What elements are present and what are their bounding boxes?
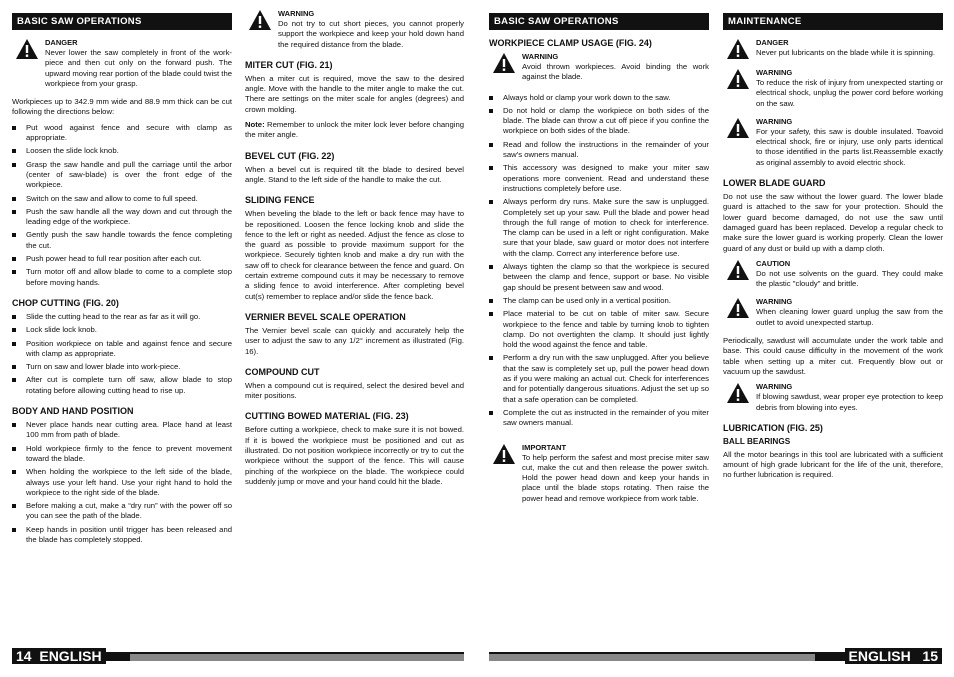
warning-text: To reduce the risk of injury from unexpected starting or electrical shock, unplug the power cord before working on the saw.: [756, 78, 943, 108]
list-item: Put wood against fence and secure with clamp as appropriate.: [12, 123, 232, 144]
right-footer: [489, 648, 942, 664]
paragraph: When a bevel cut is required tilt the blade to desired bevel angle. Stand to the left side of the handle to make the cut.: [245, 164, 464, 184]
warning-triangle-icon: [492, 443, 516, 465]
body-list: [12, 420, 232, 545]
list-item: The clamp can be used only in a vertical position.: [489, 296, 709, 306]
warning-text: Avoid thrown workpieces. Avoid binding the work against the blade.: [522, 62, 709, 82]
list-item: Loosen the slide lock knob.: [12, 146, 232, 156]
warning-triangle-icon: [726, 68, 750, 90]
warning-text: Do not try to cut short pieces, you cannot properly support the workpiece and keep your hold down hand the required distance from the blade.: [278, 19, 464, 49]
language-label: ENGLISH: [39, 648, 102, 664]
steps-list: [12, 123, 232, 288]
list-item: Hold workpiece firmly to the fence to prevent movement toward the blade.: [12, 444, 232, 465]
danger-title: DANGER: [756, 38, 789, 47]
list-item: Always hold or clamp your work down to the saw.: [489, 93, 709, 103]
list-item: Do not hold or clamp the workpiece on both sides of the blade. The blade can throw a cut off piece if you confine the workpiece on both sides of the blade.: [489, 106, 709, 137]
section-title: LOWER BLADE GUARD: [723, 178, 826, 189]
section-title: VERNIER BEVEL SCALE OPERATION: [245, 311, 406, 322]
warning-box: [723, 382, 943, 413]
warning-triangle-icon: [248, 9, 272, 31]
list-item: Always tighten the clamp so that the workpiece is secured between the clamp and fence, support or base. No visible gap should be present between saw and wood.: [489, 262, 709, 293]
warning-triangle-icon: [492, 52, 516, 74]
list-item: When holding the workpiece to the left side of the blade, always use your left hand. Use your right hand to hold the workpiece to the right side of the blade.: [12, 467, 232, 498]
danger-box: [12, 38, 232, 89]
list-item: Keep hands in position until trigger has been released and the blade has completely stopped.: [12, 525, 232, 546]
section-title: SLIDING FENCE: [245, 195, 315, 206]
paragraph: When a miter cut is required, move the saw to the desired angle. Move with the handle to the miter angle to make the cut. There are settings on the miter scale for angles (degrees) and crown molding.: [245, 73, 464, 114]
section-title: LUBRICATION (FIG. 25): [723, 422, 823, 433]
section-title: BEVEL CUT (FIG. 22): [245, 150, 335, 161]
section-title: COMPOUND CUT: [245, 366, 320, 377]
note-text: Remember to unlock the miter lock lever before changing the miter angle.: [245, 120, 464, 140]
paragraph: When a compound cut is required, select the desired bevel and miter positions.: [245, 380, 464, 401]
paragraph: Before cutting a workpiece, check to make sure it is not bowed. If it is bowed the workpiece must be positioned and cut as illustrated. Do not position workpiece incorrectly or try to cut the workpiece without the support of the fence. This will cause pinching of the workpiece on the blade. The workpiece could suddenly jump or move and your hand could hit the blade.: [245, 425, 464, 486]
warning-title: WARNING: [522, 52, 559, 61]
note-paragraph: [245, 120, 464, 141]
page-number: 15: [922, 648, 938, 664]
list-item: Read and follow the instructions in the remainder of your saw’s owners manual.: [489, 140, 709, 161]
list-item: Never place hands near cutting area. Place hand at least 100 mm from path of blade.: [12, 420, 232, 441]
list-item: Switch on the saw and allow to come to full speed.: [12, 194, 232, 204]
list-item: Before making a cut, make a “dry run” with the power off so you can see the path of the blade.: [12, 501, 232, 522]
warning-text: If blowing sawdust, wear proper eye protection to keep debris from blowing into eyes.: [756, 392, 943, 412]
footer-gray-bar: [130, 654, 464, 661]
danger-text: Never put lubricants on the blade while it is spinning.: [756, 48, 936, 57]
list-item: Slide the cutting head to the rear as far as it will go.: [12, 312, 232, 322]
warning-triangle-icon: [726, 117, 750, 139]
important-text: To help perform the safest and most precise miter saw cut, make the cut and then release the power switch. Hold the power head down and keep your hands in place until the blade stops rotating. Then raise the power head and remove workpiece from work table.: [522, 452, 709, 503]
list-item: This accessory was designed to make your miter saw operations more convenient. Read and understand these instructions completely before use.: [489, 163, 709, 194]
subsection-title: BALL BEARINGS: [723, 436, 791, 446]
list-item: Push power head to full rear position after each cut.: [12, 254, 232, 264]
caution-box: [723, 259, 943, 290]
warning-title: WARNING: [278, 9, 315, 18]
list-item: Gently push the saw handle towards the fence completing the cut.: [12, 230, 232, 251]
paragraph: Periodically, sawdust will accumulate under the work table and base. This could cause difficulty in the movement of the work table when setting up a miter cut. Frequently blow out or vacuum up the sawdust.: [723, 336, 943, 376]
paragraph: The Vernier bevel scale can quickly and accurately help the user to adjust the saw to any 1/2° increment as illustrated (Fig. 16).: [245, 325, 464, 356]
warning-box: [489, 52, 709, 83]
warning-title: WARNING: [756, 68, 793, 77]
list-item: Lock slide lock knob.: [12, 325, 232, 335]
list-item: After cut is complete turn off saw, allow blade to stop rotating before allowing cutting head to rise up.: [12, 375, 232, 396]
section-title: CHOP CUTTING (FIG. 20): [12, 297, 119, 308]
paragraph: Do not use the saw without the lower guard. The lower blade guard is attached to the saw for your protection. Should the lower guard become damaged, do not use the saw until damaged guard has been replaced. Develop a regular check to make sure the lower guard is working properly. Clean the lower guard of any dust or build up with a damp cloth.: [723, 192, 943, 253]
clamp-list: [489, 93, 709, 429]
footer-label: [845, 648, 942, 664]
warning-text: When cleaning lower guard unplug the saw from the outlet to avoid unexpected startup.: [756, 307, 943, 327]
list-item: Grasp the saw handle and pull the carriage until the arbor (center of saw-blade) is over the front edge of the workpiece.: [12, 160, 232, 191]
section-header: MAINTENANCE: [723, 13, 943, 30]
language-label: ENGLISH: [848, 648, 911, 664]
warning-title: WARNING: [756, 116, 793, 126]
warning-triangle-icon: [726, 382, 750, 404]
right-column-1: [489, 13, 709, 512]
section-title: CUTTING BOWED MATERIAL (FIG. 23): [245, 411, 409, 422]
list-item: Place material to be cut on table of miter saw. Secure workpiece to the fence and table by turning knob to tighten clamp. Do not overtighten the clamp. It should just lightly hold the wood against the fence and table.: [489, 309, 709, 350]
list-item: Turn on saw and lower blade into work-piece.: [12, 362, 232, 372]
paragraph: All the motor bearings in this tool are lubricated with a sufficient amount of high grade lubricant for the life of the unit, therefore, no further lubrication is required.: [723, 449, 943, 480]
right-column-2: [723, 13, 943, 486]
important-title: IMPORTANT: [522, 442, 567, 452]
list-item: Perform a dry run with the saw unplugged. After you believe that the saw is completely set up, pull the power head down as if you were making an actual cut. Check for interferences and for potentially dangerous situations. Adjust the set up so that a safe operation can be completed.: [489, 353, 709, 404]
warning-triangle-icon: [15, 38, 39, 60]
warning-box: [245, 9, 464, 50]
section-title: MITER CUT (FIG. 21): [245, 59, 333, 70]
section-header: BASIC SAW OPERATIONS: [489, 13, 709, 30]
intro-text: Workpieces up to 342.9 mm wide and 88.9 mm thick can be cut following the directions below:: [12, 97, 232, 117]
list-item: Push the saw handle all the way down and cut through the leading edge of the workpiece.: [12, 207, 232, 228]
section-title: WORKPIECE CLAMP USAGE (FIG. 24): [489, 38, 652, 48]
list-item: Turn motor off and allow blade to come to a complete stop before moving hands.: [12, 267, 232, 288]
chop-list: [12, 312, 232, 396]
danger-text: Never lower the saw completely in front of the work-piece and then cut only on the forward push. The upward moving rear portion of the blade could twist the workpiece from your grasp.: [45, 48, 232, 88]
left-column-2: [245, 9, 464, 492]
list-item: Always perform dry runs. Make sure the saw is unplugged. Completely set up your saw. Pull the blade and power head through the full range of motion to check for interference. The clamp can be used in a left or right configuration. Make sure that your blade, saw guard or motor does not interfere with the clamp. Correct any interference before use.: [489, 197, 709, 259]
left-footer: [12, 648, 464, 664]
page-number: 14: [16, 648, 32, 664]
warning-triangle-icon: [726, 297, 750, 319]
note-label: Note:: [245, 120, 265, 130]
list-item: Position workpiece on table and against fence and secure with clamp as appropriate.: [12, 339, 232, 360]
warning-box: [723, 117, 943, 168]
warning-text: For your safety, this saw is double insulated. Toavoid electrical shock, fire or injury, use only parts identical to those identified in the parts list.Reassemble exactly as original assembly to avoid electric shock.: [756, 126, 943, 167]
footer-label: [12, 648, 106, 664]
section-title: BODY AND HAND POSITION: [12, 406, 134, 417]
warning-triangle-icon: [726, 38, 750, 60]
caution-title: CAUTION: [756, 258, 791, 268]
warning-box: [723, 297, 943, 328]
warning-triangle-icon: [726, 259, 750, 281]
left-column-1: [12, 13, 232, 548]
important-box: [489, 443, 709, 504]
footer-gray-bar: [489, 654, 815, 661]
warning-title: WARNING: [756, 297, 793, 307]
warning-title: WARNING: [756, 382, 793, 392]
danger-title: DANGER: [45, 38, 78, 47]
caution-text: Do not use solvents on the guard. They could make the plastic "cloudy" and brittle.: [756, 268, 943, 289]
list-item: Complete the cut as instructed in the remainder of you miter saw owners manual.: [489, 408, 709, 429]
paragraph: When beveling the blade to the left or back fence may have to be repositioned. Loosen the fence locking knob and slide the fence to the left or right as needed. Adjust the fence as close to the guard as possible to provide maximum support for the workpiece. Securely tighten knob and make a dry run with the saw off to check for clearance between the fence and guard. On certain extreme compound cuts it may be necessary to remove a sliding fence to avoid interference. After completing bevel cut(s) remember to replace and/or slide the fence back.: [245, 209, 464, 301]
section-header: BASIC SAW OPERATIONS: [12, 13, 232, 30]
warning-box: [723, 68, 943, 109]
danger-box: [723, 38, 943, 60]
